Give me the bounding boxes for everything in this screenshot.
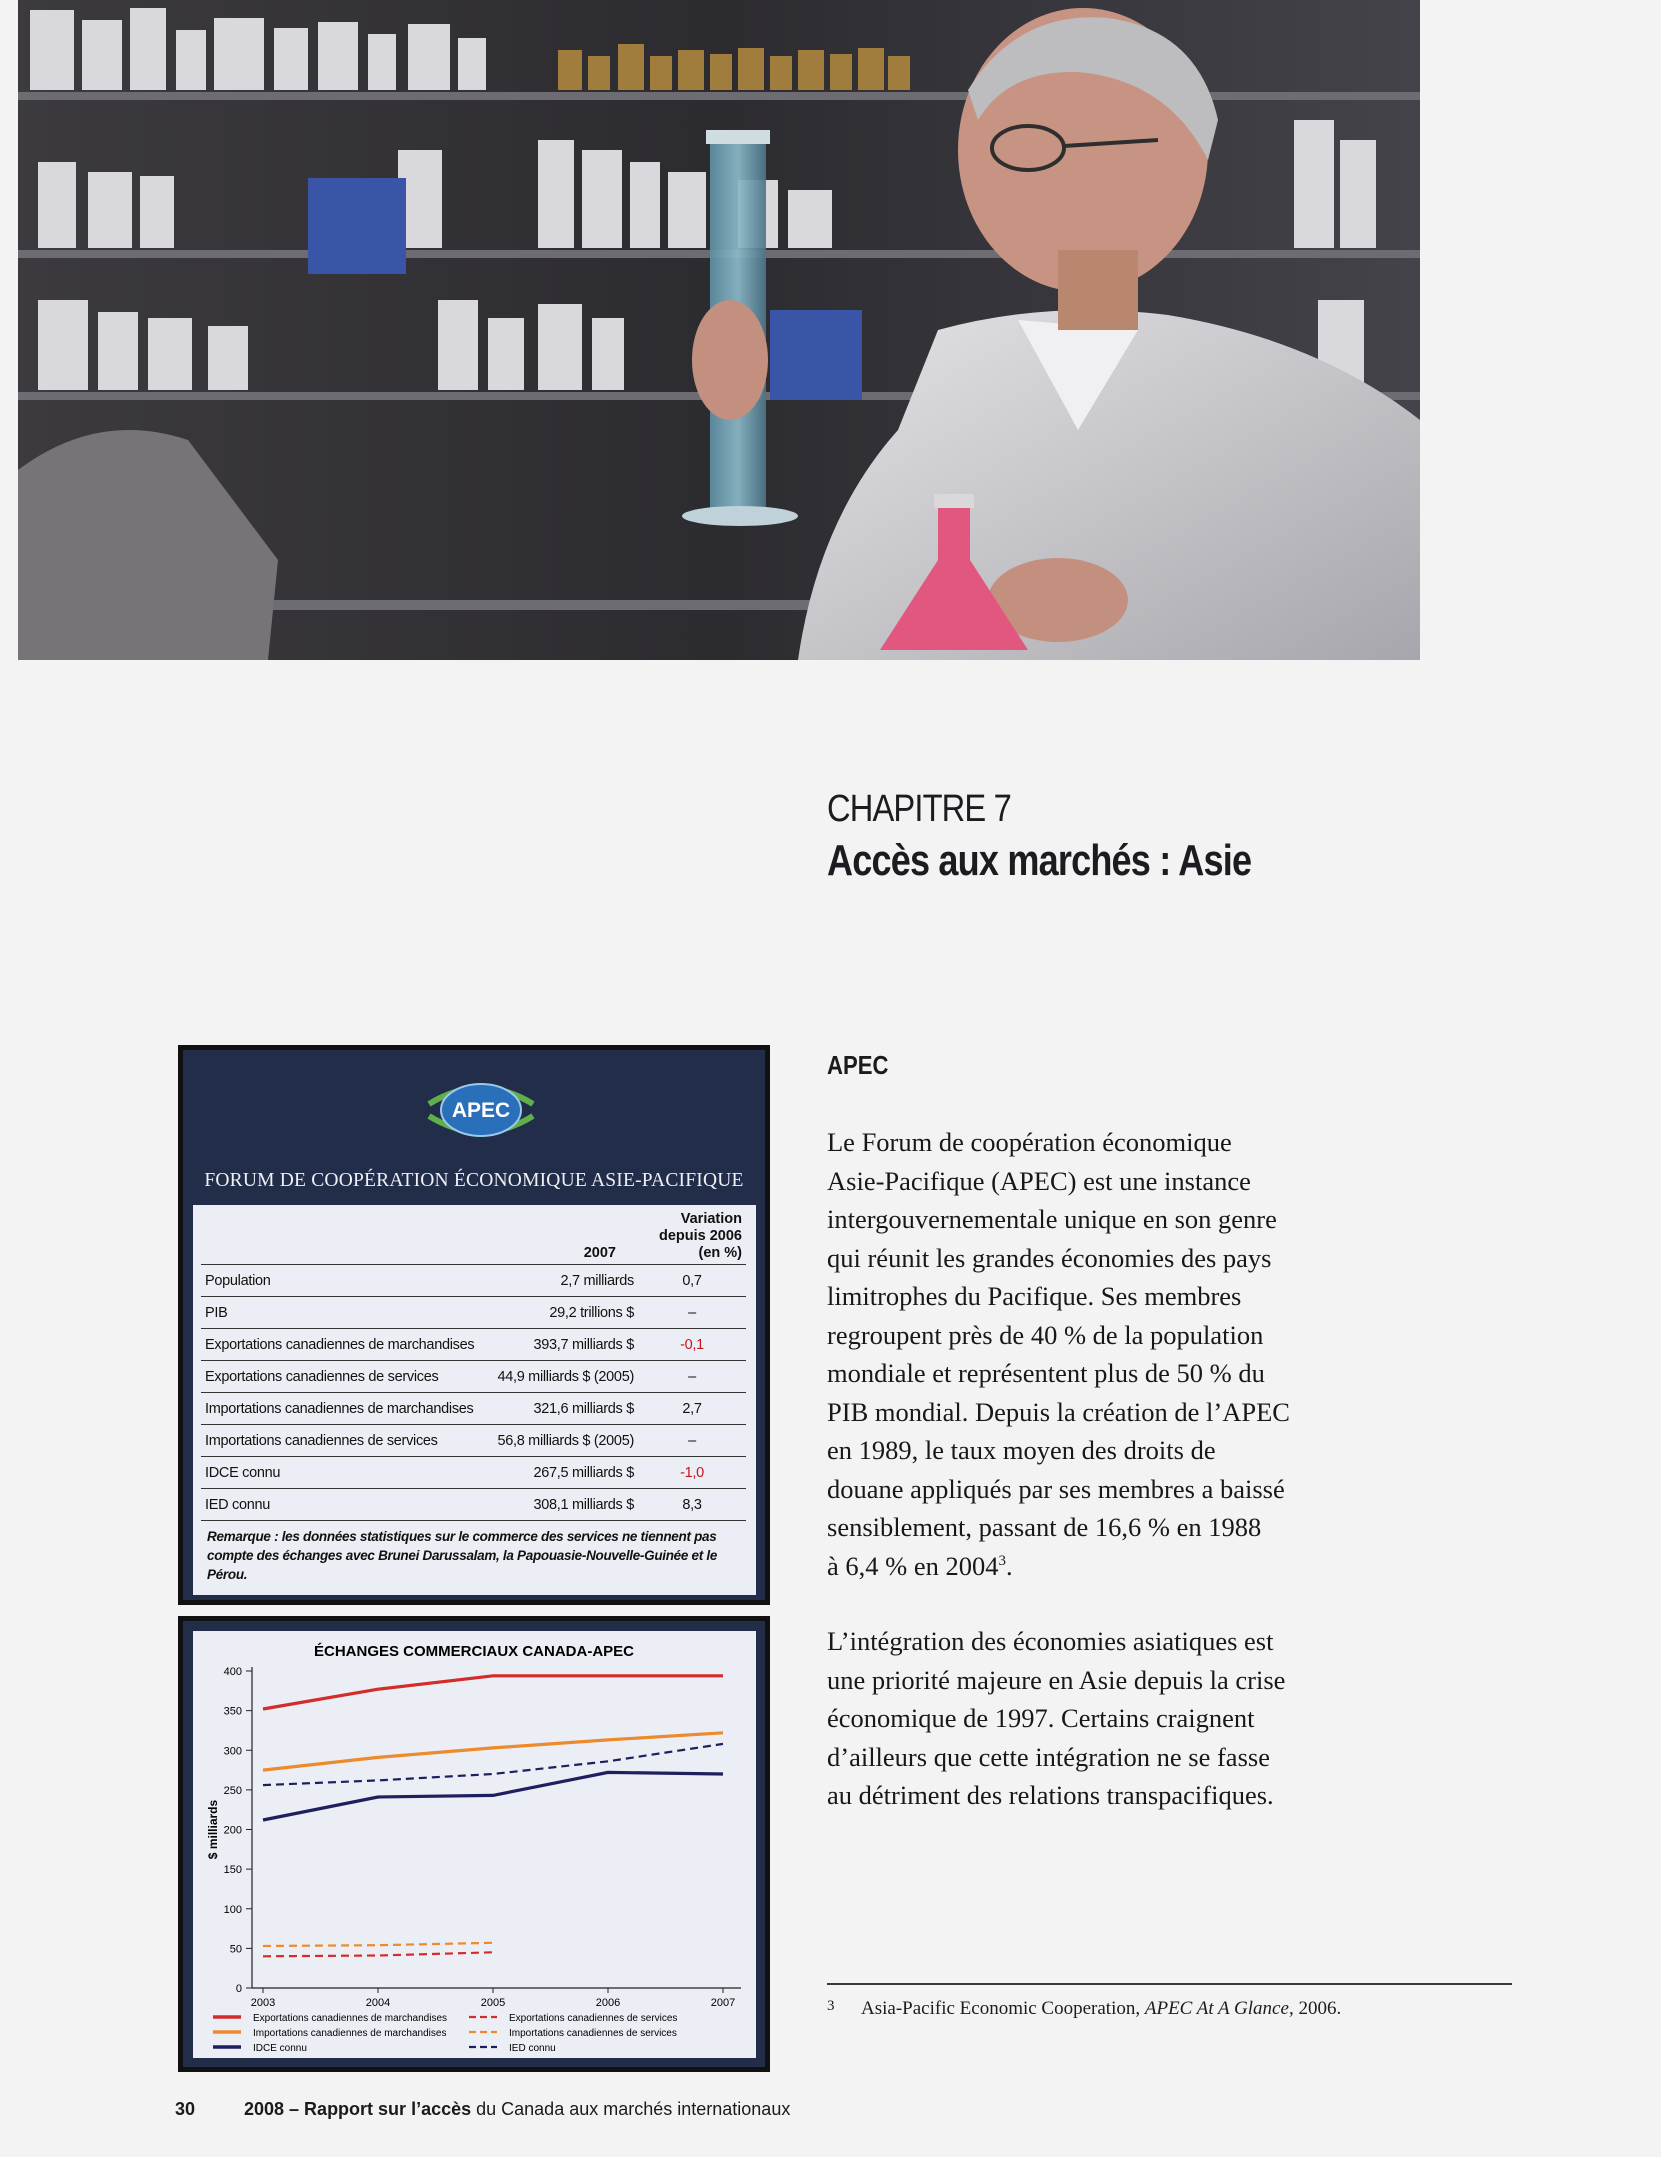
table-header-label [201,1209,478,1265]
row-label: Importations canadiennes de services [201,1425,478,1457]
y-tick-label: 0 [235,1983,242,1995]
paragraph-text: . [1005,1550,1013,1581]
footer-regular-text: du Canada aux marchés internationaux [471,2099,791,2119]
series-line [263,1952,493,1956]
row-change: -1,0 [638,1457,746,1489]
row-value: 321,6 milliards $ [478,1393,638,1425]
body-paragraph-2 [827,1622,1397,1815]
footnote-title: APEC At A Glance [1144,1998,1289,2019]
legend-label: Exportations canadiennes de marchandises [253,2013,448,2024]
table-note: Remarque : les données statistiques sur le commerce des services ne tiennent pas compte des échanges avec Brunei Darussalam, la Papouasie-Nouvelle-Guinée et le Pérou. [207,1529,718,1582]
row-label: Importations canadiennes de marchandises [201,1393,478,1425]
x-tick-label: 2003 [250,1997,276,2009]
series-line [263,1676,723,1709]
row-label: Exportations canadiennes de marchandises [201,1329,478,1361]
paragraph-line: au détriment des relations transpacifiques. [827,1780,1274,1810]
x-tick-label: 2006 [595,1997,621,2009]
row-change: – [638,1297,746,1329]
table-row [201,1425,746,1457]
row-change: – [638,1425,746,1457]
table-row [201,1265,746,1297]
apec-stats-table [201,1209,746,1521]
apec-logo-text: APEC [451,1099,511,1122]
y-tick-label: 400 [223,1666,242,1678]
paragraph-line: limitrophes du Pacifique. Ses membres [827,1281,1242,1311]
chart-title: ÉCHANGES COMMERCIAUX CANADA-APEC [313,1643,635,1660]
apec-table-panel [193,1205,756,1595]
row-value: 44,9 milliards $ (2005) [478,1361,638,1393]
row-value: 267,5 milliards $ [478,1457,638,1489]
y-tick-label: 250 [223,1784,242,1797]
paragraph-line: une priorité majeure en Asie depuis la crise [827,1664,1286,1695]
row-value: 308,1 milliards $ [478,1489,638,1521]
paragraph-line: PIB mondial. Depuis la création de l’APEC [827,1396,1290,1427]
row-change: -0,1 [638,1329,746,1361]
series-line [263,1772,723,1820]
paragraph-line [827,1547,1397,1586]
paragraph-line: économique de 1997. Certains craignent [827,1703,1255,1733]
legend-label: Importations canadiennes de services [509,2028,677,2039]
y-tick-label: 300 [223,1745,242,1758]
footnote-divider [827,1983,1512,1985]
paragraph-line: Asie-Pacifique (APEC) est une instance [827,1165,1251,1196]
x-tick-label: 2007 [710,1997,736,2009]
apec-logo [421,1078,541,1142]
y-tick-label: 150 [223,1864,242,1877]
table-header-change: Variation depuis 2006 (en %) [658,1211,742,1261]
row-change: 2,7 [638,1393,746,1425]
table-row [201,1361,746,1393]
series-line [263,1943,493,1946]
footnote [827,1998,1341,2020]
lab-photo [18,0,1420,660]
paragraph-line: douane appliqués par ses membres a baissé [827,1473,1285,1504]
table-row [201,1297,746,1329]
series-line [263,1744,723,1785]
chapter-title: Accès aux marchés : Asie [827,836,1252,885]
x-tick-label: 2005 [480,1997,506,2009]
body-paragraph-1 [827,1123,1397,1585]
y-axis-label: $ milliards [206,1799,220,1860]
footnote-text: Asia-Pacific Economic Cooperation, [861,1998,1145,2019]
x-tick-label: 2004 [365,1997,391,2009]
legend-label: Exportations canadiennes de services [509,2013,678,2024]
chapter-label: CHAPITRE 7 [827,788,1011,830]
row-label: Population [201,1265,478,1297]
table-row [201,1457,746,1489]
y-tick-label: 350 [223,1705,242,1718]
section-heading: APEC [827,1050,889,1080]
paragraph-line: regroupent près de 40 % de la population [827,1319,1264,1350]
paragraph-line: qui réunit les grandes économies des pays [827,1242,1272,1273]
paragraph-line: sensiblement, passant de 16,6 % en 1988 [827,1512,1262,1542]
row-change: – [638,1361,746,1393]
trade-chart-panel [193,1631,756,2058]
page-footer [244,2099,790,2120]
row-label: PIB [201,1297,478,1329]
table-row [201,1489,746,1521]
table-row [201,1329,746,1361]
row-value: 2,7 milliards [478,1265,638,1297]
row-value: 56,8 milliards $ (2005) [478,1425,638,1457]
legend-label: IDCE connu [253,2043,307,2054]
table-header-year: 2007 [583,1245,616,1261]
row-value: 29,2 trillions $ [478,1297,638,1329]
footnote-ref: 3 [998,1552,1006,1569]
paragraph-line: en 1989, le taux moyen des droits de [827,1435,1216,1465]
y-tick-label: 50 [229,1943,242,1956]
paragraph-line: intergouvernementale unique en son genre [827,1204,1277,1234]
series-line [263,1733,723,1770]
trade-chart [193,1631,756,2058]
footnote-number: 3 [827,1998,835,2014]
y-tick-label: 100 [223,1903,242,1916]
row-label: IDCE connu [201,1457,478,1489]
apec-box-title: FORUM DE COOPÉRATION ÉCONOMIQUE ASIE-PACIFIQUE [204,1170,744,1191]
trade-chart-box [178,1616,770,2072]
paragraph-line: L’intégration des économies asiatiques est [827,1626,1274,1656]
apec-stats-box [178,1045,770,1605]
legend-label: Importations canadiennes de marchandises [253,2028,447,2039]
paragraph-line: d’ailleurs que cette intégration ne se fasse [827,1741,1270,1772]
legend-label: IED connu [509,2043,556,2054]
row-label: IED connu [201,1489,478,1521]
table-row [201,1393,746,1425]
row-change: 0,7 [638,1265,746,1297]
footer-bold-text: 2008 – Rapport sur l’accès [244,2099,472,2119]
row-label: Exportations canadiennes de services [201,1361,478,1393]
y-tick-label: 200 [223,1824,242,1837]
paragraph-text: à 6,4 % en 2004 [827,1550,999,1581]
row-change: 8,3 [638,1489,746,1521]
paragraph-line: Le Forum de coopération économique [827,1127,1232,1157]
page-number: 30 [175,2099,196,2119]
footnote-end: , 2006. [1288,1998,1342,2019]
paragraph-line: mondiale et représentent plus de 50 % du [827,1358,1265,1388]
row-value: 393,7 milliards $ [478,1329,638,1361]
